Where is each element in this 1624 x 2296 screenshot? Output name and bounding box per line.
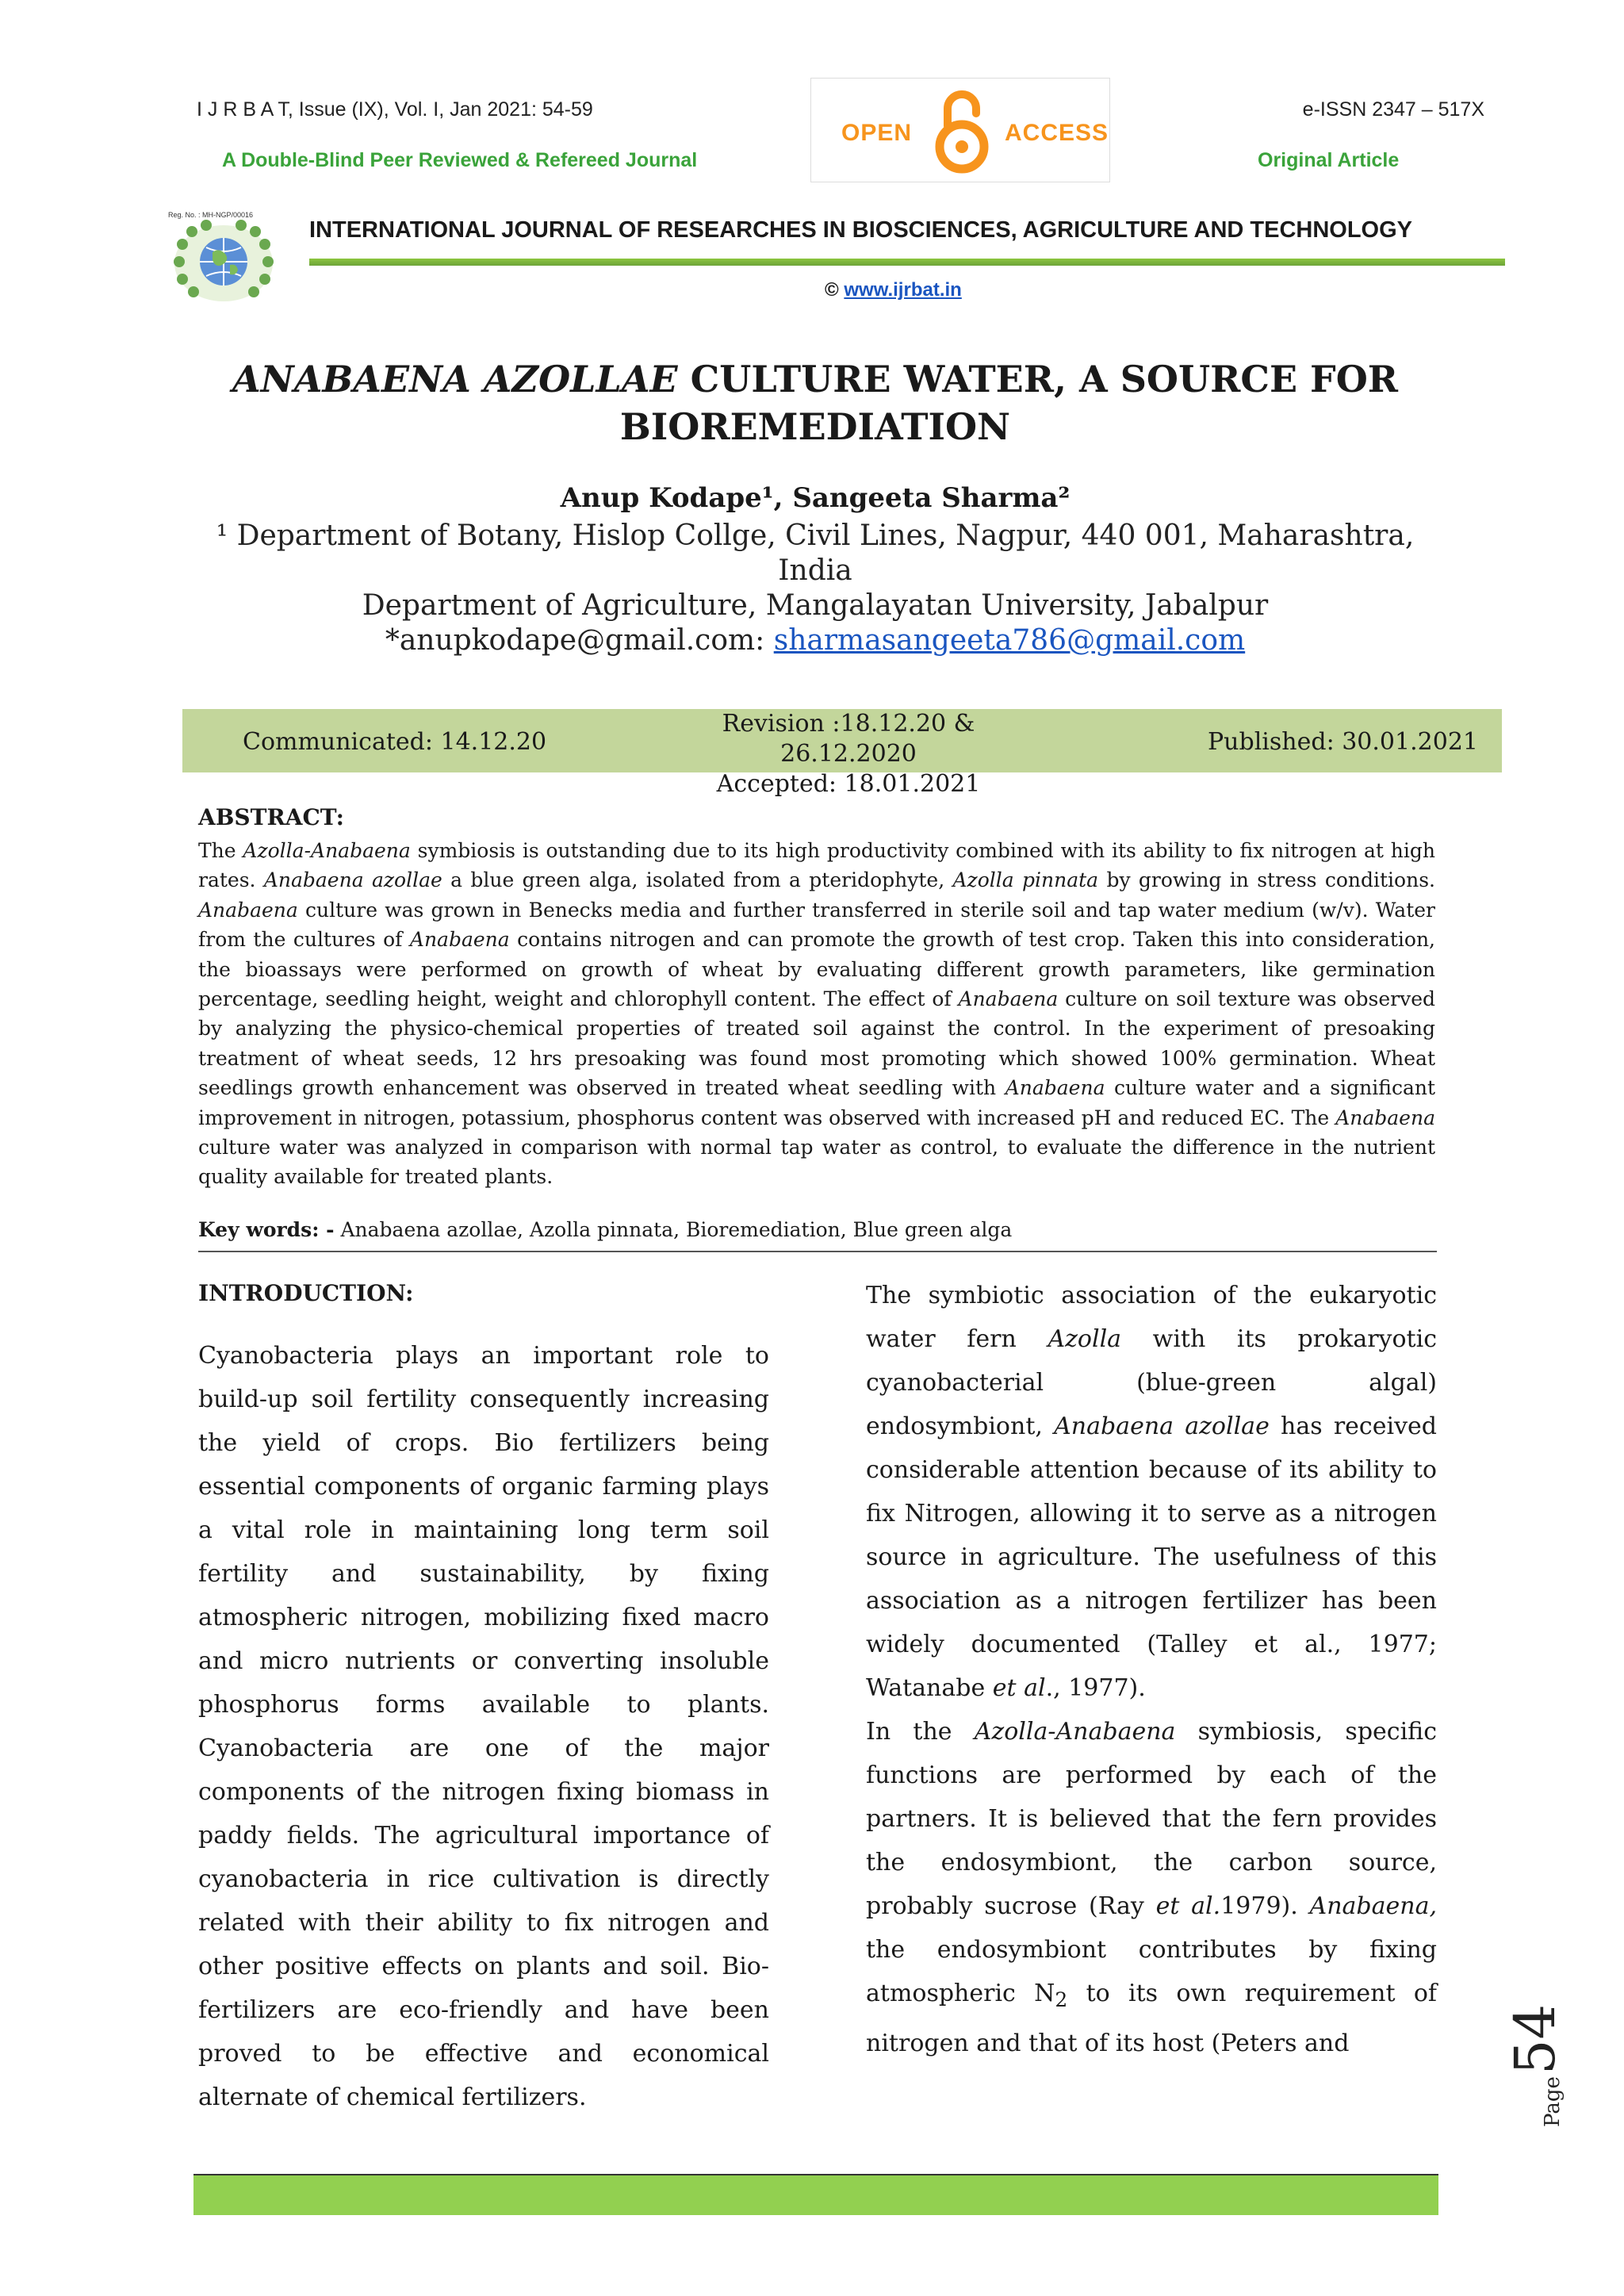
dates-band [182, 709, 1502, 798]
text-run: ., 1977). [1045, 1674, 1146, 1702]
journal-seal-icon [168, 213, 279, 306]
journal-tagline: A Double-Blind Peer Reviewed & Refereed Journal [222, 149, 698, 171]
paragraph [866, 1274, 1437, 1710]
email-2-link[interactable]: sharmasangeeta786@gmail.com [773, 624, 1246, 657]
abstract-run: culture water was analyzed in comparison with normal tap water as control, to evaluate the difference in the nutrient quality available for treated plants. [198, 1136, 1435, 1189]
footer-band [193, 2174, 1438, 2215]
keywords-divider [198, 1251, 1437, 1252]
keywords-text: Anabaena azollae, Azolla pinnata, Bioremediation, Blue green alga [334, 1218, 1013, 1241]
text-run: the endosymbiont contributes by fixing atmospheric N [866, 1936, 1437, 2007]
article-type: Original Article [1258, 149, 1400, 171]
abstract-run: by growing in stress conditions. [1098, 868, 1435, 892]
abstract-italic: Anabaena [409, 928, 510, 952]
italic-run: et al [992, 1674, 1046, 1702]
title-line1-rest: CULTURE WATER, A SOURCE FOR [677, 358, 1398, 401]
text-run: with its prokaryotic cyanobacterial (blue-green algal) endosymbiont, [866, 1325, 1438, 1440]
email-1: *anupkodape@gmail.com: [385, 624, 774, 657]
abstract-body [198, 836, 1435, 1192]
page-number [1503, 1964, 1568, 2138]
italic-run: Anabaena, [1309, 1892, 1437, 1920]
text-run: 1979). [1220, 1892, 1310, 1920]
abstract-italic: Anabaena [198, 898, 298, 922]
keywords [198, 1218, 1435, 1241]
registration-number: Reg. No. : MH-NGP/00016 [168, 211, 254, 219]
accepted-date: Accepted: 18.01.2021 [716, 770, 981, 798]
abstract-run: The [198, 839, 243, 862]
citation: I J R B A T, Issue (IX), Vol. I, Jan 2021: 54-59 [197, 98, 593, 121]
paragraph [866, 1710, 1437, 2065]
text-run: In the [866, 1718, 975, 1746]
header-divider [309, 259, 1505, 266]
published-date: Published: 30.01.2021 [1208, 728, 1478, 756]
italic-run: Azolla-Anabaena [974, 1718, 1176, 1746]
text-run: has received considerable attention because of its ability to fix Nitrogen, allowing it to serve as a nitrogen source in agriculture. The usefulness of this association as a nitrogen fertilizer has been widely documented (Talley et al., 1977; Watanabe [866, 1412, 1437, 1702]
website-link[interactable]: www.ijrbat.in [844, 279, 962, 301]
revision-date: Revision :18.12.20 & 26.12.2020 [722, 710, 975, 768]
italic-run: Anabaena azollae [1054, 1412, 1270, 1440]
abstract-italic: Anabaena [958, 987, 1059, 1011]
paper-title [190, 355, 1440, 450]
copyright-symbol: © [825, 279, 839, 301]
authors: Anup Kodape¹, Sangeeta Sharma² [560, 482, 1071, 514]
email-line [190, 623, 1440, 658]
affiliation-2: Department of Agriculture, Mangalayatan University, Jabalpur [362, 589, 1269, 622]
open-access-access-text: ACCESS [1005, 120, 1109, 146]
italic-run: et al. [1155, 1892, 1221, 1920]
open-access-lock-icon [930, 85, 994, 177]
abstract-italic: Anabaena [1335, 1106, 1435, 1129]
abstract-italic: Anabaena azollae [263, 868, 442, 892]
abstract-italic: Azolla-Anabaena [243, 839, 411, 862]
introduction-left-column: Cyanobacteria plays an important role to build-up soil fertility consequently increasing the yield of crops. Bio fertilizers being essential components of organic farming plays a vital role in maintaining long term soil fertility and sustainability, by fixing atmospheric nitrogen, mobilizing fixed macro and micro nutrients or converting insoluble phosphorus forms available to plants. Cyanobacteria are one of the major components of the nitrogen fixing biomass in paddy fields. The agricultural importance of cyanobacteria in rice cultivation is directly related with their ability to fix nitrogen and other positive effects on plants and soil. Bio-fertilizers are eco-friendly and have been proved to be effective and economical alternate of chemical fertilizers. [198, 1342, 769, 2111]
open-access-logo [810, 78, 1110, 182]
keywords-label: Key words: - [198, 1218, 335, 1241]
abstract-italic: Azolla pinnata [952, 868, 1099, 892]
abstract-run: culture was grown in Benecks media and further transferred in sterile soil and tap water medium (w/v). Water from the cultures of [198, 898, 1435, 952]
affiliation-1: ¹ Department of Botany, Hislop Collge, Civil Lines, Nagpur, 440 001, Maharashtra, India [216, 519, 1415, 587]
introduction-right-column [866, 1274, 1437, 2065]
subscript: 2 [1055, 1988, 1068, 2011]
abstract-italic: Anabaena [1005, 1076, 1105, 1100]
open-access-open-text: OPEN [841, 120, 913, 146]
text-run: symbiosis, specific functions are performed by each of the partners. It is believed that the fern provides the endosymbiont, the carbon source, probably sucrose (Ray [866, 1718, 1437, 1920]
italic-run: Azolla [1048, 1325, 1122, 1353]
title-line2: BIOREMEDIATION [619, 405, 1011, 448]
journal-name: INTERNATIONAL JOURNAL OF RESEARCHES IN BIOSCIENCES, AGRICULTURE AND TECHNOLOGY [309, 217, 1412, 243]
issn: e-ISSN 2347 – 517X [1302, 98, 1484, 121]
website-line [825, 279, 962, 301]
abstract-heading: ABSTRACT: [198, 804, 344, 830]
text-run: The symbiotic association of the eukaryotic water fern [866, 1282, 1437, 1353]
page-number-value: 54 [1503, 2003, 1568, 2075]
page-label: Page [1541, 2076, 1565, 2127]
abstract-run: a blue green alga, isolated from a pteridophyte, [442, 868, 953, 892]
abstract-run: culture water and a significant improvement in nitrogen, potassium, phosphorus content was observed with increased pH and reduced EC. The [198, 1076, 1435, 1129]
title-species: ANABAENA AZOLLAE [232, 358, 678, 401]
abstract-run: contains nitrogen and can promote the growth of test crop. Taken this into consideration, the bioassays were performed on growth of wheat by evaluating different growth parameters, like germination percentage, seedling height, weight and chlorophyll content. The effect of [198, 928, 1435, 1011]
text-run: to its own requirement of nitrogen and that of its host (Peters and [866, 1980, 1437, 2057]
introduction-heading: INTRODUCTION: [198, 1280, 414, 1306]
abstract-run: symbiosis is outstanding due to its high productivity combined with its ability to fix nitrogen at high rates. [198, 839, 1435, 892]
communicated-date: Communicated: 14.12.20 [243, 728, 547, 756]
abstract-run: culture on soil texture was observed by analyzing the physico-chemical properties of treated soil against the control. In the experiment of presoaking treatment of wheat seeds, 12 hrs presoaking was found most promoting which showed 100% germination. Wheat seedlings growth enhancement was observed in treated wheat seedling with [198, 987, 1435, 1100]
revision-dates [658, 709, 1039, 799]
